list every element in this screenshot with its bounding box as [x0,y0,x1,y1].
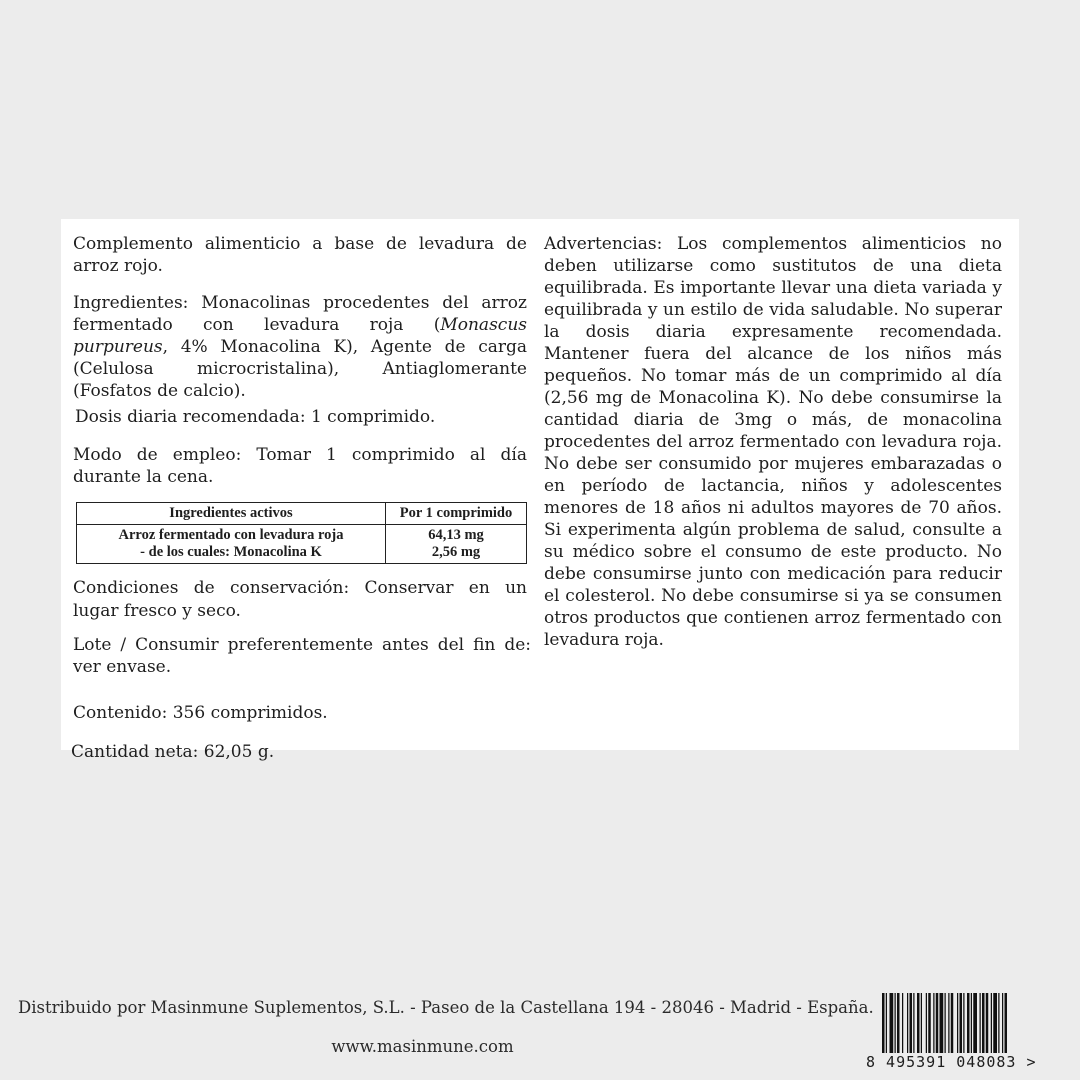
ingredients-part-2: , 4% Monacolina K), Agente de carga (Celulosa microcristalina), Antiaglomerante (Fosfatos de calcio). [73,337,527,401]
barcode-digits: 8 495391 048083 > [866,1053,1037,1071]
storage-conditions: Condiciones de conservación: Conservar en un lugar fresco y seco. [73,578,527,621]
warnings-text: Advertencias: Los complementos alimenticios no deben utilizarse como sustitutos de una dieta equilibrada. Es importante llevar una dieta variada y equilibrada y un estilo de vida saludable. No superar la dosis diaria expresamente recomendada. Mantener fuera del alcance de los niños más pequeños. No tomar más de un comprimido al día (2,56 mg de Monacolina K). No debe consumirse la cantidad diaria de 3mg o más, de monacolina procedentes del arroz fermentado con levadura roja. No debe ser consumido por mujeres embarazadas o en período de lactancia, niños y adolescentes menores de 18 años ni adultos mayores de 70 años. Si experimenta algún problema de salud, consulte a su médico sobre el consumo de este producto. No debe consumirse junto con medicación para reducir el colesterol. No debe consumirse si ya se consumen otros productos que contienen arroz fermentado con levadura roja. [544,234,1002,650]
website-url: www.masinmune.com [331,1037,514,1056]
table-cell-amount [386,525,527,564]
table-row [77,525,527,564]
ingredient-sub-name: - de los cuales: Monacolina K [140,544,322,560]
net-quantity: Cantidad neta: 62,05 g. [71,742,275,762]
active-ingredients-table [76,502,527,564]
barcode-bars [882,993,1052,1053]
table-cell-ingredient [77,525,386,564]
usage-instructions: Modo de empleo: Tomar 1 comprimido al día durante la cena. [73,445,527,487]
content-count: Contenido: 356 comprimidos. [73,703,328,723]
table-header-row [77,503,527,525]
ingredient-name: Arroz fermentado con levadura roja [118,527,344,543]
table-header-amount: Por 1 comprimido [386,503,527,525]
lot-expiry: Lote / Consumir preferentemente antes del fin de: ver envase. [73,635,531,677]
label-panel [61,219,1019,762]
ingredients-text [73,292,527,402]
ingredient-amount: 64,13 mg [428,527,484,543]
ingredient-sub-amount: 2,56 mg [431,544,481,560]
distributor-info: Distribuido por Masinmune Suplementos, S.L. - Paseo de la Castellana 194 - 28046 - Madrid - España. [18,998,874,1017]
left-column [71,233,531,763]
ingredients-part-1: Ingredientes: Monacolinas procedentes del arroz fermentado con levadura roja ( [73,293,527,335]
barcode [866,993,1066,1075]
table-header-ingredient: Ingredientes activos [77,503,386,525]
product-description: Complemento alimenticio a base de levadura de arroz rojo. [73,234,527,276]
daily-dose: Dosis diaria recomendada: 1 comprimido. [75,407,436,427]
ingredients-species: Monascus purpureus [73,315,527,357]
